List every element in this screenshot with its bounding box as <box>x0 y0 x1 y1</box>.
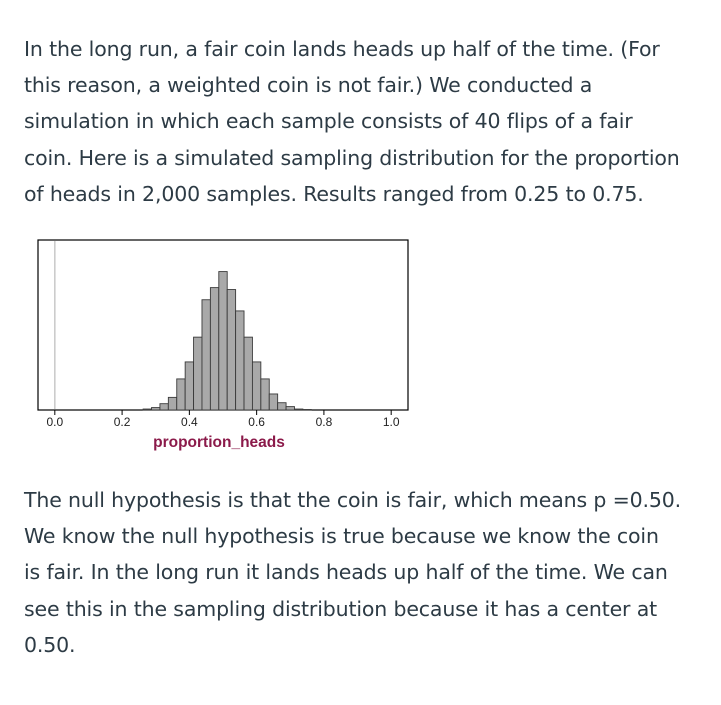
sampling-distribution-histogram <box>30 232 420 462</box>
histogram-bar <box>202 300 210 410</box>
histogram-bar <box>269 394 277 410</box>
histogram-bar <box>252 362 260 410</box>
histogram-bar <box>244 337 252 410</box>
intro-line: simulation in which each sample consists of 40 flips of a fair <box>24 109 633 134</box>
histogram-bar <box>194 337 202 410</box>
histogram-bar <box>236 311 244 410</box>
conclusion-line: We know the null hypothesis is true because we know the coin <box>24 524 659 549</box>
conclusion-line: see this in the sampling distribution because it has a center at <box>24 596 657 621</box>
histogram-bar <box>294 409 302 410</box>
histogram-bar <box>143 409 151 410</box>
x-tick-label: 0.6 <box>248 415 265 429</box>
intro-line: coin. Here is a simulated sampling distribution for the proportion <box>24 145 680 170</box>
histogram-bar <box>185 362 193 410</box>
x-tick-label: 0.2 <box>113 415 131 429</box>
histogram-bar <box>152 408 160 410</box>
x-axis-label: proportion_heads <box>153 434 285 451</box>
histogram-bar <box>219 272 227 410</box>
intro-line: In the long run, a fair coin lands heads up half of the time. (For <box>24 37 660 61</box>
x-tick-label: 0.4 <box>181 415 198 429</box>
histogram-bar <box>210 288 218 410</box>
histogram-bar <box>160 404 168 410</box>
conclusion-line: 0.50. <box>24 632 76 657</box>
x-tick-label: 0.8 <box>315 415 333 429</box>
intro-line: of heads in 2,000 samples. Results ranged from 0.25 to 0.75. <box>24 181 644 206</box>
histogram-bar <box>286 407 294 410</box>
x-tick-label: 1.0 <box>382 415 400 429</box>
histogram-bar <box>278 403 286 410</box>
histogram-bar <box>168 397 176 410</box>
conclusion-paragraph <box>24 482 714 663</box>
conclusion-line: is fair. In the long run it lands heads up half of the time. We can <box>24 560 668 585</box>
conclusion-line: The null hypothesis is that the coin is fair, which means p =0.50. <box>24 488 682 512</box>
histogram-bar <box>177 379 185 410</box>
histogram-bar <box>227 290 235 410</box>
histogram-bar <box>261 379 269 410</box>
x-tick-label: 0.0 <box>46 415 64 429</box>
intro-paragraph <box>24 31 714 212</box>
intro-line: this reason, a weighted coin is not fair.) We conducted a <box>24 73 593 98</box>
